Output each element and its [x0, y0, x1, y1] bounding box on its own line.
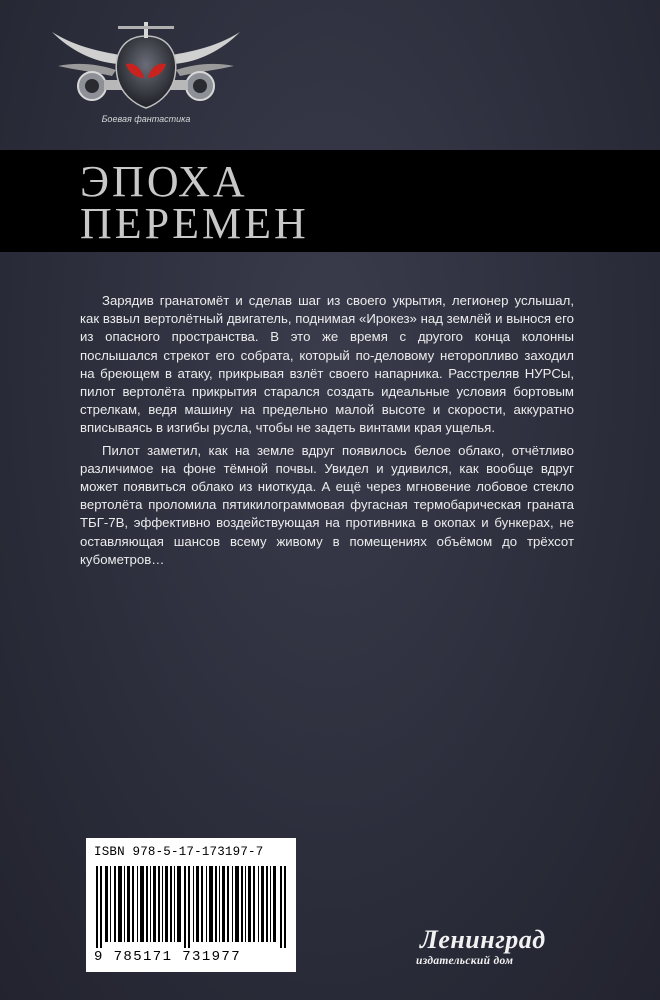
series-logo-caption: Боевая фантастика	[101, 114, 191, 124]
alien-skull-helicopter-emblem-icon	[48, 18, 244, 118]
book-title-line-1: ЭПОХА	[80, 157, 248, 206]
isbn-label: ISBN 978-5-17-173197-7	[94, 845, 264, 859]
book-title-line-2: ПЕРЕМЕН	[80, 199, 309, 248]
book-blurb	[80, 292, 574, 573]
publisher-logo	[410, 925, 570, 975]
blurb-paragraph: Пилот заметил, как на земле вдруг появилось белое облако, отчётливо различимое на фоне тёмной почвы. Увидел и удивился, как вообще вдруг может появиться облако из ниоткуда. А ещё через мгновение лобовое стекло вертолёта проломила пятикилограммовая фугасная термобарическая граната ТБГ-7В, эффективно воздействующая на противника в окопах и бункерах, не оставляющая шансов всему живому в помещениях объёмом до трёхсот кубометров…	[80, 442, 574, 567]
publisher-name: Ленинград	[420, 925, 546, 954]
publisher-subtitle: издательский дом	[416, 955, 514, 967]
isbn-barcode-box	[86, 838, 296, 972]
blurb-paragraph: Зарядив гранатомёт и сделав шаг из своего укрытия, легионер услышал, как взвыл вертолётный двигатель, поднимая «Ирокез» над землёй и вынося его из опасного пространства. В это же время с другого конца колонны послышался стрекот его собрата, который по-деловому неторопливо заходил на бреющем в атаку, прикрывая взлёт своего напарника. Расстреляв НУРСы, пилот вертолёта прикрытия старался создать идеальные условия бортовым стрелкам, ведя машину на предельно малой высоте и скорости, аккуратно вписываясь в изгибы русла, чтобы не задеть винтами края ущелья.	[80, 293, 574, 436]
title-band	[0, 150, 660, 252]
barcode-icon	[96, 866, 288, 948]
barcode-digits: 9 785171 731977	[94, 949, 242, 965]
series-logo	[48, 18, 244, 128]
